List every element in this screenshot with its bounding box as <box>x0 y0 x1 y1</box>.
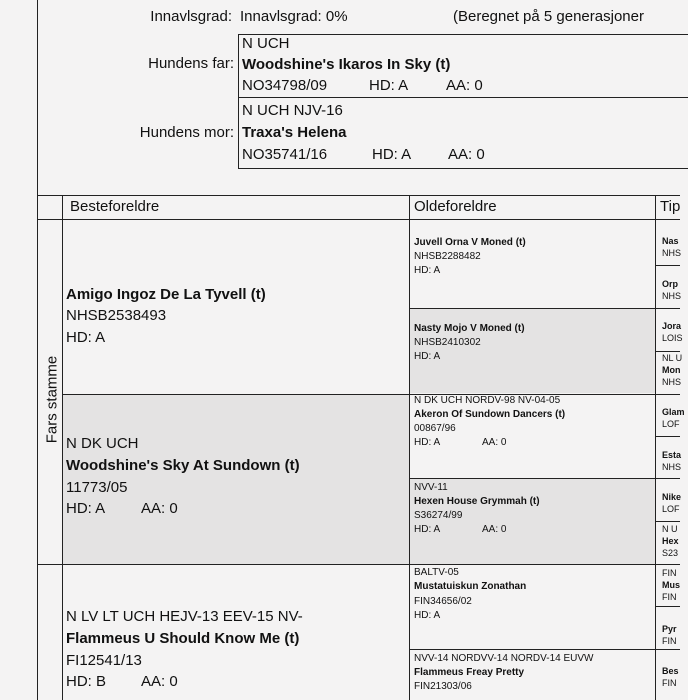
col-header-besteforeldre: Besteforeldre <box>70 198 160 215</box>
grandparent-3-hd: HD: B <box>66 673 107 690</box>
grandparent-border-1 <box>62 394 680 395</box>
inbreeding-label: Innavlsgrad: <box>150 8 232 25</box>
ggp-5-reg: FIN34656/02 <box>414 596 472 607</box>
ggp-3-title: N DK UCH NORDV-98 NV-04-05 <box>414 395 561 406</box>
dam-title: N UCH NJV-16 <box>242 102 343 119</box>
ggp-3-aa: AA: 0 <box>482 437 507 448</box>
grandparent-2-reg: 11773/05 <box>66 479 128 496</box>
tip-line: Pyr <box>662 624 677 634</box>
tip-line: Mon <box>662 365 681 375</box>
calculation-note: (Beregnet på 5 generasjoner <box>453 8 644 25</box>
dam-name: Traxa's Helena <box>242 124 347 141</box>
dam-hd: HD: A <box>372 146 412 163</box>
sire-label: Hundens far: <box>148 55 234 72</box>
tip-line: NHS <box>662 377 682 387</box>
tip-line: Nike <box>662 492 682 502</box>
grandparent-1-reg: NHSB2538493 <box>66 307 167 324</box>
sire-name: Woodshine's Ikaros In Sky (t) <box>242 56 451 73</box>
tip-line: Hex <box>662 536 679 546</box>
tip-line: Jora <box>662 321 682 331</box>
sire-reg: NO34798/09 <box>242 77 328 94</box>
ggp-border-3 <box>409 649 680 650</box>
col-header-oldeforeldre: Oldeforeldre <box>414 198 497 215</box>
grandparent-3-reg: FI12541/13 <box>66 652 142 669</box>
ggp-4-name: Hexen House Grymmah (t) <box>414 496 540 507</box>
tip-line: S23 <box>662 548 679 558</box>
ggp-3-hd: HD: A <box>414 437 441 448</box>
ggp-1-reg: NHSB2288482 <box>414 251 481 262</box>
tip-line: Esta <box>662 450 682 460</box>
ggp-4-title: NVV-11 <box>414 482 448 493</box>
ggp-1-name: Juvell Orna V Moned (t) <box>414 237 526 248</box>
table-header-border <box>37 219 680 220</box>
ggp-3-reg: 00867/96 <box>414 423 456 434</box>
tip-line: N U <box>662 524 678 534</box>
table-top-border <box>37 195 680 196</box>
ggp-2-hd: HD: A <box>414 351 441 362</box>
side-col-border <box>62 195 63 700</box>
tip-line: LOF <box>662 504 680 514</box>
ggp-border-2 <box>409 478 680 479</box>
ggp-6-name: Flammeus Freay Pretty <box>414 667 525 678</box>
grandparent-3-name: Flammeus U Should Know Me (t) <box>66 630 300 647</box>
ggp-6-reg: FIN21303/06 <box>414 681 472 692</box>
page-frame-left <box>37 0 38 700</box>
ggp-3-name: Akeron Of Sundown Dancers (t) <box>414 409 566 420</box>
side-separator <box>37 564 62 565</box>
tip-line: Orp <box>662 279 679 289</box>
tip-line: FIN <box>662 592 677 602</box>
grandparent-border-2 <box>62 564 680 565</box>
tip-line: Nas <box>662 236 679 246</box>
tip-line: NHS <box>662 291 682 301</box>
ggp-border-1 <box>409 308 680 309</box>
tip-line: NL U <box>662 353 683 363</box>
side-label-fars-stamme: Fars stamme <box>43 355 61 444</box>
grandparent-2-name: Woodshine's Sky At Sundown (t) <box>66 457 300 474</box>
ggp-2-name: Nasty Mojo V Moned (t) <box>414 323 525 334</box>
tip-line: FIN <box>662 678 677 688</box>
ggp-1-hd: HD: A <box>414 265 441 276</box>
tip-line: LOIS <box>662 333 683 343</box>
ggp-2-reg: NHSB2410302 <box>414 337 481 348</box>
grandparent-1-hd: HD: A <box>66 329 106 346</box>
ggp-5-name: Mustatuiskun Zonathan <box>414 581 527 592</box>
grandparent-3-aa: AA: 0 <box>141 673 178 690</box>
tip-line: NHS <box>662 248 682 258</box>
ggp-2-shade <box>410 309 655 393</box>
dam-aa: AA: 0 <box>448 146 485 163</box>
inbreeding-value: Innavlsgrad: 0% <box>240 8 348 25</box>
dam-reg: NO35741/16 <box>242 146 328 163</box>
ggp-4-reg: S36274/99 <box>414 510 463 521</box>
tip-column <box>656 220 685 700</box>
tip-line: NHS <box>662 462 682 472</box>
grandparent-col-border <box>409 195 410 700</box>
grandparent-2-title: N DK UCH <box>66 435 139 452</box>
sire-title: N UCH <box>242 35 290 52</box>
ggp-4-aa: AA: 0 <box>482 524 507 535</box>
ggp-4-hd: HD: A <box>414 524 441 535</box>
tip-line: Glam <box>662 407 685 417</box>
ggp-5-title: BALTV-05 <box>414 567 459 578</box>
tip-line: Bes <box>662 666 679 676</box>
col-header-tip: Tip <box>660 198 681 215</box>
grandparent-3-title: N LV LT UCH HEJV-13 EEV-15 NV- <box>66 608 303 625</box>
tip-line: FIN <box>662 636 677 646</box>
tip-line: Mus <box>662 580 680 590</box>
ggp-6-title: NVV-14 NORDVV-14 NORDV-14 EUVW <box>414 653 594 664</box>
tip-line: LOF <box>662 419 680 429</box>
grandparent-1-name: Amigo Ingoz De La Tyvell (t) <box>66 286 266 303</box>
tip-line: FIN <box>662 568 677 578</box>
ggp-5-hd: HD: A <box>414 610 441 621</box>
grandparent-2-hd: HD: A <box>66 500 106 517</box>
sire-aa: AA: 0 <box>446 77 483 94</box>
dam-label: Hundens mor: <box>139 124 234 141</box>
grandparent-2-aa: AA: 0 <box>141 500 178 517</box>
sire-hd: HD: A <box>369 77 409 94</box>
